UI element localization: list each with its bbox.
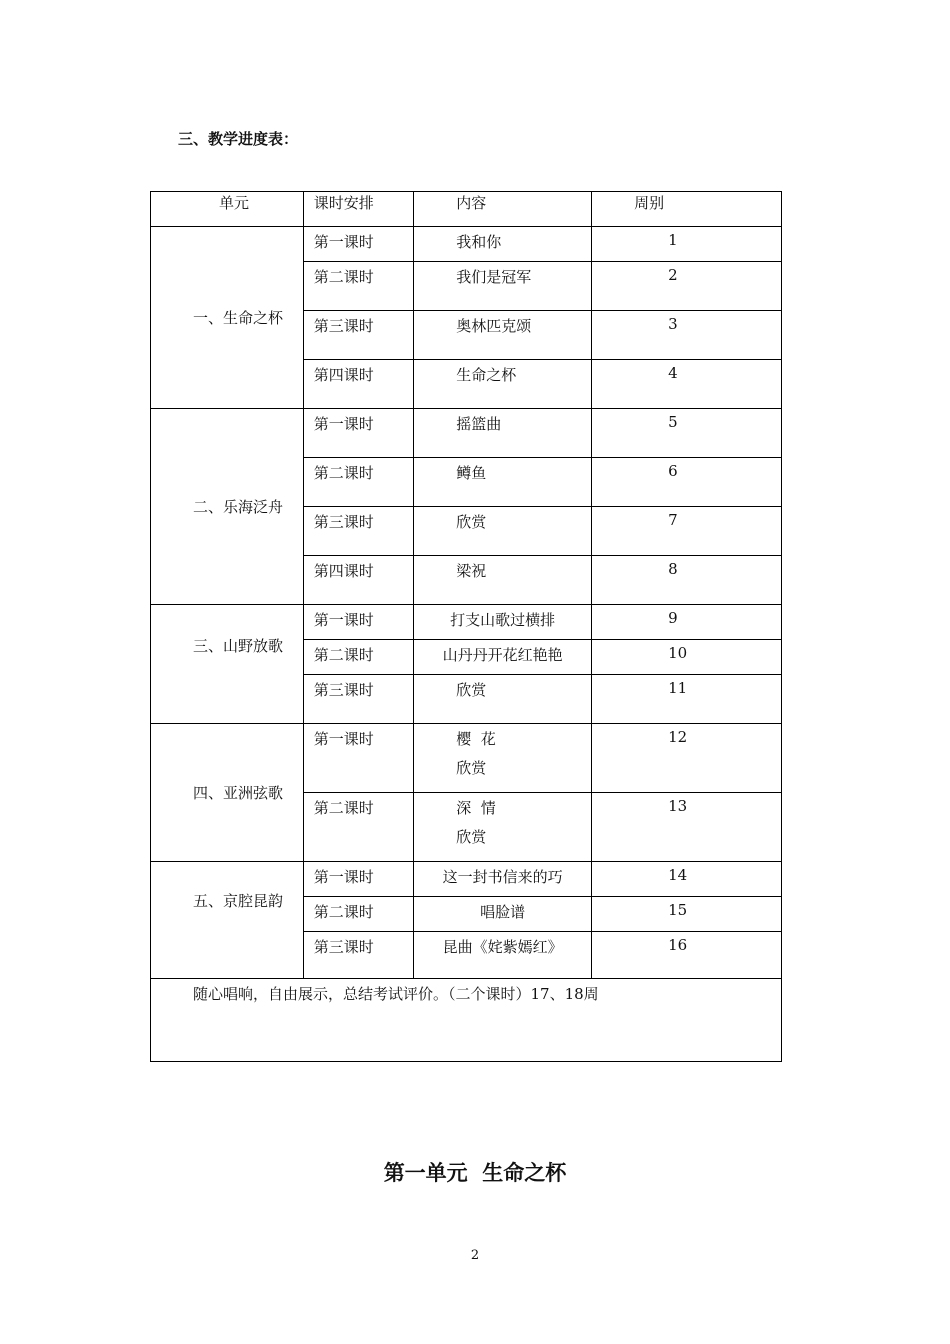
- content-cell: [414, 724, 592, 793]
- table-row: [151, 605, 782, 640]
- content-cell: 梁祝: [414, 556, 592, 605]
- lesson-cell: 第一课时: [303, 409, 414, 458]
- unit-name: 一、生命之杯: [193, 309, 284, 327]
- lesson-cell: 第二课时: [303, 640, 414, 675]
- content-cell: 鳟鱼: [414, 458, 592, 507]
- header-week: 周别: [592, 192, 782, 227]
- table-footer-row: [151, 979, 782, 1062]
- lesson-cell: 第一课时: [303, 605, 414, 640]
- content-cell: 我们是冠军: [414, 262, 592, 311]
- week-cell: 1: [592, 227, 782, 262]
- week-cell: 7: [592, 507, 782, 556]
- unit-cell: [151, 409, 304, 605]
- lesson-cell: 第二课时: [303, 793, 414, 862]
- week-cell: 9: [592, 605, 782, 640]
- content-cell: 摇篮曲: [414, 409, 592, 458]
- lesson-cell: 第一课时: [303, 724, 414, 793]
- lesson-cell: 第一课时: [303, 227, 414, 262]
- header-unit: 单元: [151, 192, 304, 227]
- week-cell: 13: [592, 793, 782, 862]
- header-content: 内容: [414, 192, 592, 227]
- unit-name: 五、京腔昆韵: [193, 892, 284, 910]
- unit-cell: [151, 862, 304, 979]
- week-cell: 10: [592, 640, 782, 675]
- lesson-cell: 第三课时: [303, 675, 414, 724]
- content-cell: 打支山歌过横排: [414, 605, 592, 640]
- lesson-cell: 第三课时: [303, 507, 414, 556]
- content-line: 深 情: [456, 799, 496, 817]
- lesson-cell: 第四课时: [303, 556, 414, 605]
- week-cell: 15: [592, 897, 782, 932]
- lesson-cell: 第二课时: [303, 262, 414, 311]
- unit-name: 三、山野放歌: [193, 637, 284, 655]
- unit-name: 二、乐海泛舟: [193, 498, 284, 516]
- unit-cell: [151, 227, 304, 409]
- week-cell: 8: [592, 556, 782, 605]
- lesson-cell: 第三课时: [303, 932, 414, 979]
- week-cell: 14: [592, 862, 782, 897]
- week-cell: 3: [592, 311, 782, 360]
- table-header-row: [151, 192, 782, 227]
- lesson-cell: 第三课时: [303, 311, 414, 360]
- footer-note: 随心唱响，自由展示，总结考试评价。（二个课时）17、18周: [151, 979, 782, 1062]
- week-cell: 2: [592, 262, 782, 311]
- unit-title: 第一单元 生命之杯: [383, 1160, 567, 1185]
- schedule-table: [150, 191, 782, 1062]
- table-row: [151, 724, 782, 793]
- header-lesson: 课时安排: [303, 192, 414, 227]
- content-cell: 这一封书信来的巧: [414, 862, 592, 897]
- content-cell: 昆曲《姹紫嫣红》: [414, 932, 592, 979]
- content-cell: 生命之杯: [414, 360, 592, 409]
- lesson-cell: 第二课时: [303, 897, 414, 932]
- content-cell: 奥林匹克颂: [414, 311, 592, 360]
- unit-cell: [151, 605, 304, 724]
- content-cell: 唱脸谱: [414, 897, 592, 932]
- lesson-cell: 第四课时: [303, 360, 414, 409]
- content-cell: 欣赏: [414, 507, 592, 556]
- week-cell: 11: [592, 675, 782, 724]
- week-cell: 6: [592, 458, 782, 507]
- week-cell: 5: [592, 409, 782, 458]
- table-row: [151, 227, 782, 262]
- lesson-cell: 第一课时: [303, 862, 414, 897]
- content-cell: 欣赏: [414, 675, 592, 724]
- content-line: 欣赏: [456, 828, 487, 846]
- table-row: [151, 409, 782, 458]
- content-cell: 山丹丹开花红艳艳: [414, 640, 592, 675]
- content-line: 樱 花: [456, 730, 496, 748]
- content-cell: [414, 793, 592, 862]
- table-row: [151, 862, 782, 897]
- week-cell: 12: [592, 724, 782, 793]
- unit-cell: [151, 724, 304, 862]
- week-cell: 16: [592, 932, 782, 979]
- lesson-cell: 第二课时: [303, 458, 414, 507]
- week-cell: 4: [592, 360, 782, 409]
- unit-name: 四、亚洲弦歌: [193, 784, 284, 802]
- content-cell: 我和你: [414, 227, 592, 262]
- section-heading: 三、教学进度表：: [178, 130, 299, 148]
- content-line: 欣赏: [456, 759, 487, 777]
- page-number: 2: [470, 1248, 480, 1263]
